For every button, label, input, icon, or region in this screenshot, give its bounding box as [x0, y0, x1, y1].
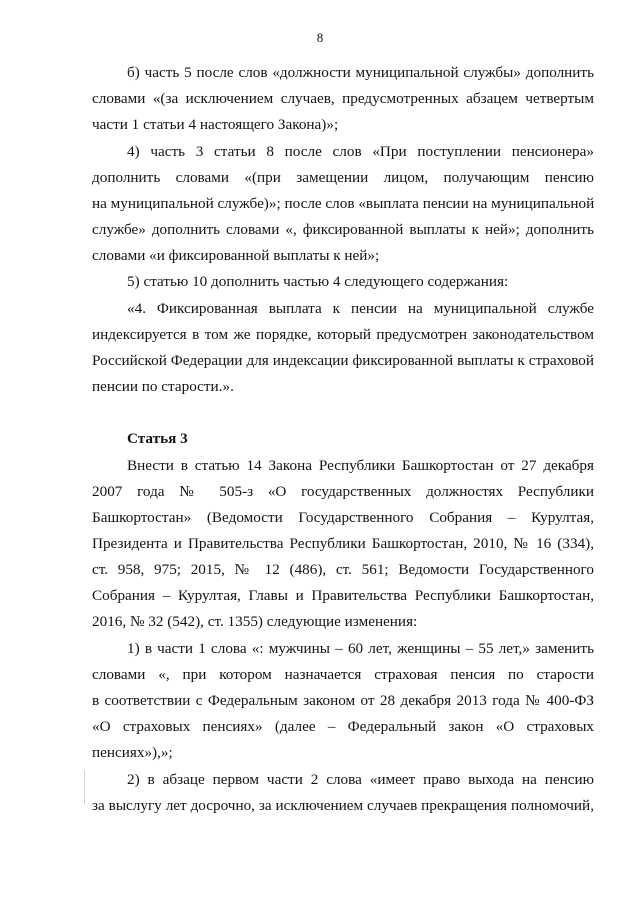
text-line: 5) статью 10 дополнить частью 4 следующего содержания: — [127, 273, 509, 290]
text-line: 1) в части 1 слова «: мужчины – 60 лет, женщины – 55 лет,» заменить — [127, 640, 594, 657]
text-line: ст. 958, 975; 2015, № 12 (486), ст. 561; Ведомости Государственного — [92, 561, 594, 578]
text-line: пенсиях»),»; — [92, 744, 173, 761]
text-line: 2016, № 32 (542), ст. 1355) следующие изменения: — [92, 613, 418, 630]
text-line: Президента и Правительства Республики Башкортостан, 2010, № 16 (334), — [92, 535, 594, 552]
text-line: б) часть 5 после слов «должности муниципальной службы» дополнить — [127, 64, 594, 81]
text-line: словами «, при котором назначается страховая пенсия по старости — [92, 666, 594, 683]
text-line: Башкортостан» (Ведомости Государственного Собрания – Курултая, — [92, 509, 594, 526]
text-line: «О страховых пенсиях» (далее – Федеральный закон «О страховых — [92, 718, 594, 735]
text-line: 2007 года № 505-з «О государственных должностях Республики — [92, 483, 594, 500]
text-line: части 1 статьи 4 настоящего Закона)»; — [92, 116, 339, 133]
page-number: 8 — [316, 30, 324, 45]
text-line: Собрания – Курултая, Главы и Правительства Республики Башкортостан, — [92, 587, 594, 604]
text-line: индексируется в том же порядке, который предусмотрен законодательством — [92, 326, 594, 343]
text-line: словами «и фиксированной выплаты к ней»; — [92, 247, 380, 264]
scan-margin-mark — [84, 770, 85, 804]
text-line: на муниципальной службе)»; после слов «выплата пенсии на муниципальной — [92, 195, 595, 212]
text-line: Российской Федерации для индексации фиксированной выплаты к страховой — [92, 352, 594, 369]
text-line: словами «(за исключением случаев, предусмотренных абзацем четвертым — [92, 90, 594, 107]
text-line: Внести в статью 14 Закона Республики Башкортостан от 27 декабря — [127, 457, 594, 474]
text-line: пенсии по старости.». — [92, 378, 234, 395]
text-line: дополнить словами «(при замещении лицом, получающим пенсию — [92, 169, 594, 186]
text-line: 2) в абзаце первом части 2 слова «имеет право выхода на пенсию — [127, 771, 594, 788]
text-line: 4) часть 3 статьи 8 после слов «При поступлении пенсионера» — [127, 143, 594, 160]
article-heading: Статья 3 — [127, 430, 188, 447]
text-line: за выслугу лет досрочно, за исключением случаев прекращения полномочий, — [92, 797, 594, 814]
text-line: в соответствии с Федеральным законом от 28 декабря 2013 года № 400-ФЗ — [92, 692, 594, 709]
text-line: службе» дополнить словами «, фиксированной выплаты к ней»; дополнить — [92, 221, 594, 238]
text-line: «4. Фиксированная выплата к пенсии на муниципальной службе — [127, 300, 594, 317]
